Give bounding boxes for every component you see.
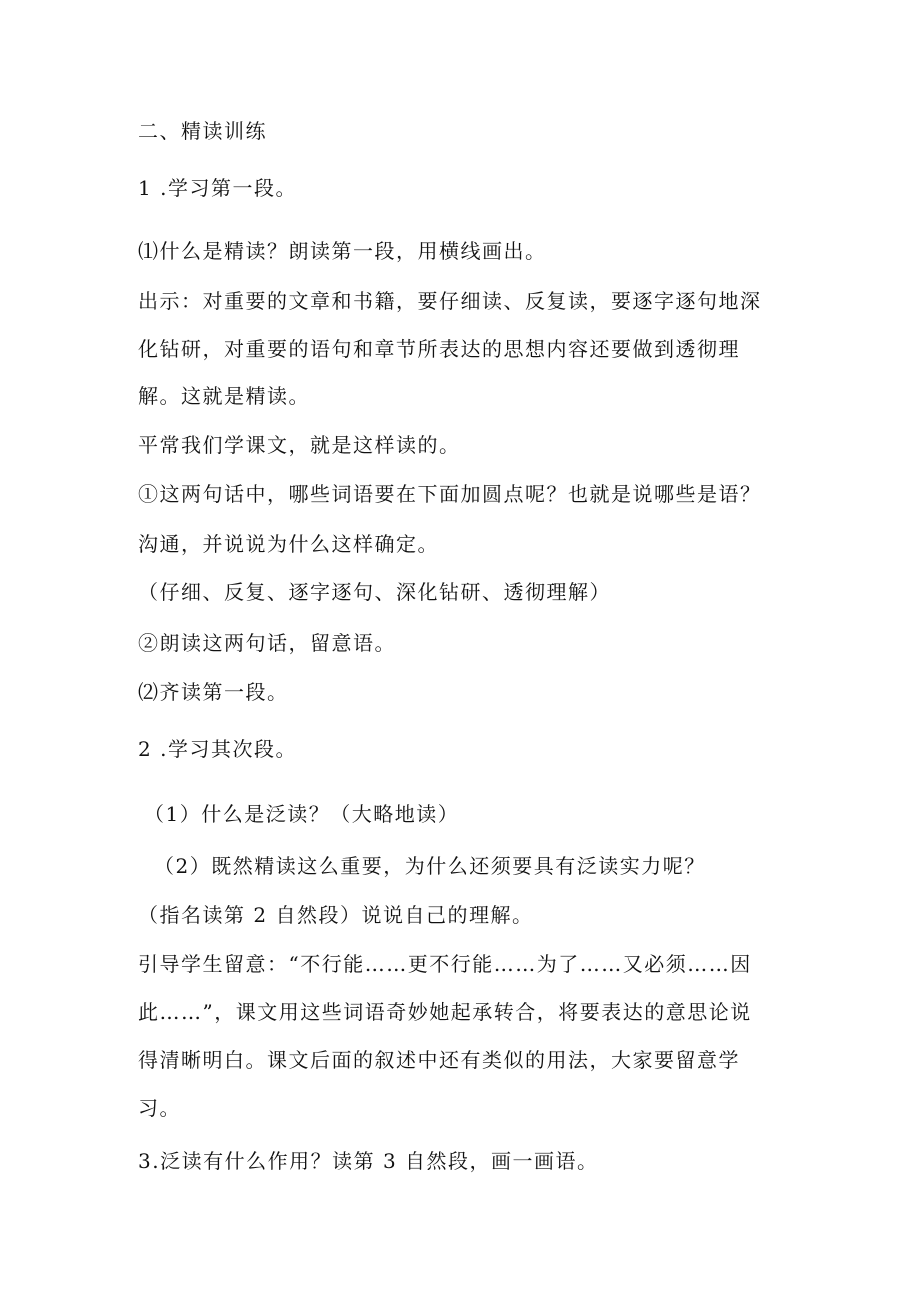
paragraph-line: ②朗读这两句话，留意语。 xyxy=(138,631,396,655)
paragraph-line: 解。这就是精读。 xyxy=(138,384,310,408)
paragraph-line: （指名读第 2 自然段）说说自己的理解。 xyxy=(138,903,534,927)
question-line: （2）既然精读这么重要，为什么还须要具有泛读实力呢？ xyxy=(154,854,706,878)
subsection-heading: 2 .学习其次段。 xyxy=(138,737,297,761)
paragraph-line: 引导学生留意：“不行能……更不行能……为了……又必须……因 xyxy=(138,952,752,976)
paragraph-line: 得清晰明白。课文后面的叙述中还有类似的用法，大家要留意学 xyxy=(138,1048,740,1072)
paragraph-line: 化钻研，对重要的语句和章节所表达的思想内容还要做到透彻理 xyxy=(138,337,740,361)
question-line: ⑴什么是精读？朗读第一段，用横线画出。 xyxy=(138,239,547,263)
paragraph-line: 习。 xyxy=(138,1096,181,1120)
paragraph-line: 沟通，并说说为什么这样确定。 xyxy=(138,532,439,556)
subsection-heading: 3.泛读有什么作用？读第 3 自然段，画一画语。 xyxy=(138,1149,599,1173)
question-line: （1）什么是泛读？（大略地读） xyxy=(144,802,460,826)
paragraph-line: ①这两句话中，哪些词语要在下面加圆点呢？也就是说哪些是语？ xyxy=(138,482,762,506)
paragraph-line: 此……”，课文用这些词语奇妙她起承转合，将要表达的意思论说 xyxy=(138,1000,752,1024)
subsection-heading: 1 .学习第一段。 xyxy=(138,176,297,200)
question-line: ⑵齐读第一段。 xyxy=(138,680,289,704)
section-heading: 二、精读训练 xyxy=(138,119,267,143)
paragraph-line: 出示：对重要的文章和书籍，要仔细读、反复读，要逐字逐句地深 xyxy=(138,289,762,313)
paragraph-line: 平常我们学课文，就是这样读的。 xyxy=(138,433,461,457)
paragraph-line: （仔细、反复、逐字逐句、深化钻研、透彻理解） xyxy=(138,580,611,604)
